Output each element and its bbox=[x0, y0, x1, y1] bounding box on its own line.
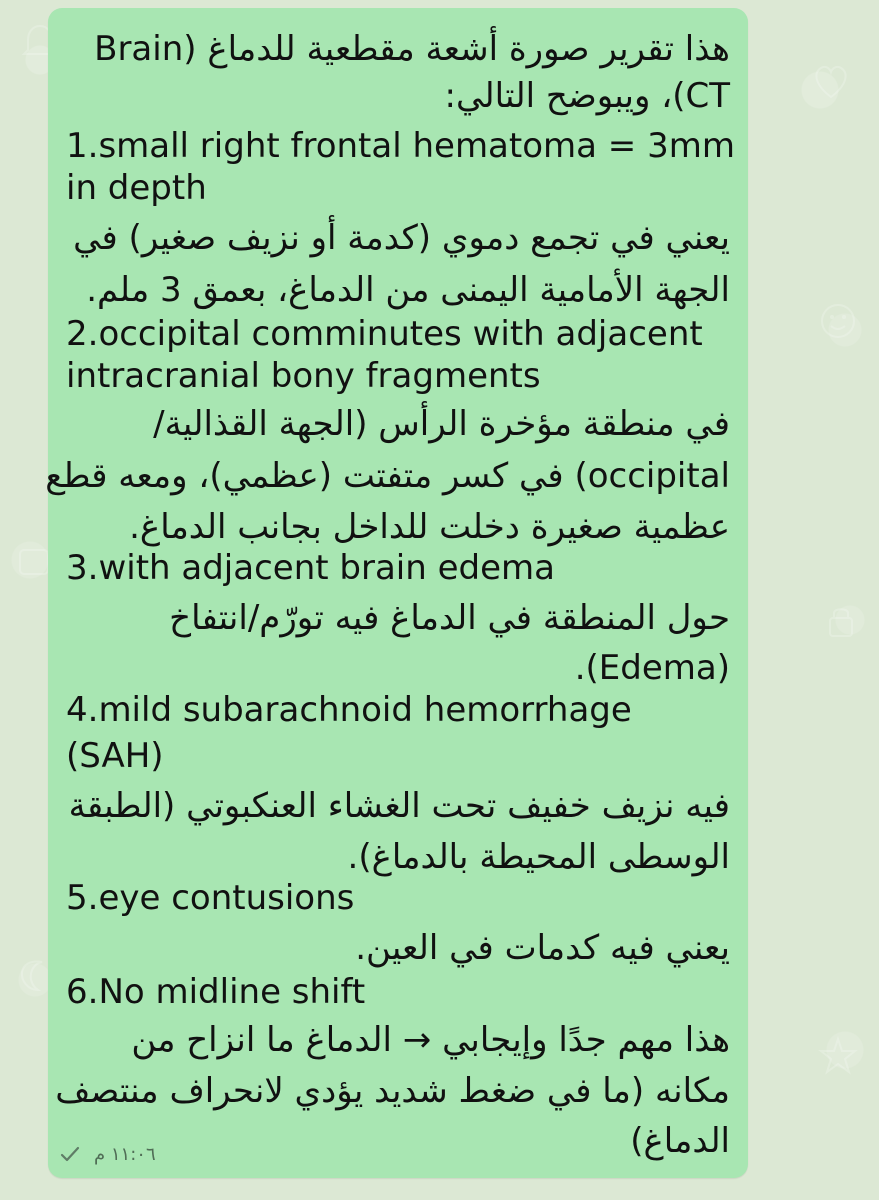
message-line: حول المنطقة في الدماغ فيه تورّم/انتفاخ bbox=[169, 598, 730, 638]
doodle-face-icon bbox=[812, 295, 864, 347]
message-line: 5.eye contusions bbox=[66, 878, 355, 918]
message-line: 2.occipital comminutes with adjacent bbox=[66, 314, 703, 354]
message-line: 4.mild subarachnoid hemorrhage bbox=[66, 690, 632, 730]
message-line: occipital) في كسر متفتت (عظمي)، ومعه قطع bbox=[45, 456, 730, 496]
message-line: الوسطى المحيطة بالدماغ). bbox=[347, 837, 730, 877]
message-line: الجهة الأمامية اليمنى من الدماغ، بعمق 3 ملم. bbox=[86, 270, 730, 310]
message-line: intracranial bony fragments bbox=[66, 356, 541, 396]
message-line: (Edema). bbox=[574, 648, 730, 688]
single-check-icon bbox=[58, 1142, 82, 1166]
message-line: يعني في تجمع دموي (كدمة أو نزيف صغير) في bbox=[73, 218, 730, 258]
message-line: 3.with adjacent brain edema bbox=[66, 548, 555, 588]
message-line: عظمية صغيرة دخلت للداخل بجانب الدماغ. bbox=[129, 507, 730, 547]
doodle-heart-icon bbox=[805, 55, 857, 107]
message-timestamp: ١١:٠٦ م bbox=[94, 1143, 156, 1165]
message-footer bbox=[58, 1140, 156, 1168]
message-line: الدماغ) bbox=[630, 1121, 730, 1161]
message-line: CT)، ويبوضح التالي: bbox=[444, 76, 730, 116]
doodle-lock-icon bbox=[815, 596, 867, 648]
message-line: هذا تقرير صورة أشعة مقطعية للدماغ (Brain bbox=[94, 29, 730, 69]
message-line: في منطقة مؤخرة الرأس (الجهة القذالية/ bbox=[153, 404, 730, 444]
message-line: يعني فيه كدمات في العين. bbox=[355, 928, 730, 968]
message-line: فيه نزيف خفيف تحت الغشاء العنكبوتي (الطبقة bbox=[68, 786, 730, 826]
message-line: in depth bbox=[66, 168, 207, 208]
message-line: 6.No midline shift bbox=[66, 972, 366, 1012]
message-line: هذا مهم جدًا وإيجابي → الدماغ ما انزاح من bbox=[131, 1020, 730, 1060]
message-line: (SAH) bbox=[66, 736, 164, 776]
message-bubble[interactable] bbox=[45, 8, 748, 1178]
message-line: مكانه (ما في ضغط شديد يؤدي لانحراف منتصف bbox=[55, 1071, 730, 1111]
message-line: 1.small right frontal hematoma = 3mm bbox=[66, 126, 735, 166]
doodle-star-icon bbox=[812, 1030, 864, 1082]
